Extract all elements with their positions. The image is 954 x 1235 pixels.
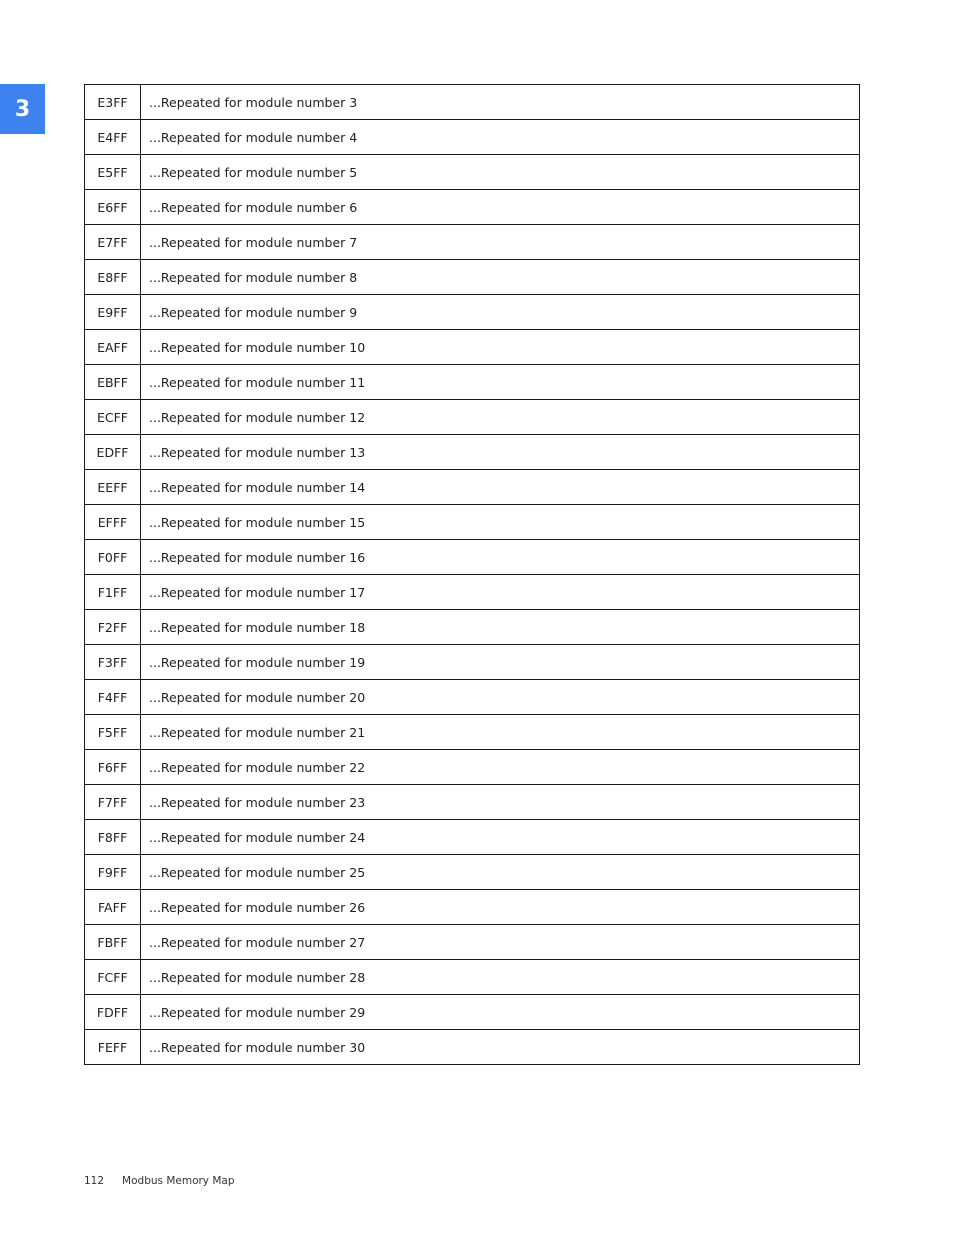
- table-row: [85, 470, 860, 505]
- table-row: [85, 435, 860, 470]
- table-row: [85, 750, 860, 785]
- memory-map-table-body: [85, 85, 860, 1065]
- chapter-tab: [0, 84, 45, 134]
- chapter-number: 3: [14, 96, 31, 122]
- section-title: Modbus Memory Map: [122, 1175, 235, 1187]
- page-number: 112: [84, 1175, 105, 1187]
- table-row: [85, 295, 860, 330]
- description-cell: ...Repeated for module number 6: [141, 190, 860, 225]
- memory-map-table: [84, 84, 860, 1065]
- address-cell: F2FF: [85, 610, 141, 645]
- description-cell: ...Repeated for module number 14: [141, 470, 860, 505]
- description-cell: ...Repeated for module number 15: [141, 505, 860, 540]
- address-cell: E9FF: [85, 295, 141, 330]
- address-cell: EFFF: [85, 505, 141, 540]
- address-cell: F4FF: [85, 680, 141, 715]
- description-cell: ...Repeated for module number 20: [141, 680, 860, 715]
- description-cell: ...Repeated for module number 16: [141, 540, 860, 575]
- table-row: [85, 225, 860, 260]
- page-footer: [84, 1175, 235, 1187]
- address-cell: EDFF: [85, 435, 141, 470]
- description-cell: ...Repeated for module number 3: [141, 85, 860, 120]
- table-row: [85, 505, 860, 540]
- description-cell: ...Repeated for module number 18: [141, 610, 860, 645]
- table-row: [85, 785, 860, 820]
- description-cell: ...Repeated for module number 19: [141, 645, 860, 680]
- address-cell: FDFF: [85, 995, 141, 1030]
- description-cell: ...Repeated for module number 25: [141, 855, 860, 890]
- description-cell: ...Repeated for module number 10: [141, 330, 860, 365]
- table-row: [85, 365, 860, 400]
- table-row: [85, 155, 860, 190]
- table-row: [85, 715, 860, 750]
- description-cell: ...Repeated for module number 7: [141, 225, 860, 260]
- table-row: [85, 960, 860, 995]
- address-cell: E4FF: [85, 120, 141, 155]
- description-cell: ...Repeated for module number 8: [141, 260, 860, 295]
- table-row: [85, 855, 860, 890]
- address-cell: F5FF: [85, 715, 141, 750]
- table-row: [85, 85, 860, 120]
- table-row: [85, 645, 860, 680]
- description-cell: ...Repeated for module number 4: [141, 120, 860, 155]
- address-cell: EAFF: [85, 330, 141, 365]
- address-cell: F7FF: [85, 785, 141, 820]
- address-cell: FBFF: [85, 925, 141, 960]
- table-row: [85, 820, 860, 855]
- table-row: [85, 680, 860, 715]
- table-row: [85, 190, 860, 225]
- table-row: [85, 925, 860, 960]
- address-cell: E8FF: [85, 260, 141, 295]
- table-row: [85, 400, 860, 435]
- description-cell: ...Repeated for module number 9: [141, 295, 860, 330]
- address-cell: F3FF: [85, 645, 141, 680]
- address-cell: E7FF: [85, 225, 141, 260]
- address-cell: EBFF: [85, 365, 141, 400]
- table-row: [85, 890, 860, 925]
- table-row: [85, 575, 860, 610]
- address-cell: EEFF: [85, 470, 141, 505]
- description-cell: ...Repeated for module number 17: [141, 575, 860, 610]
- description-cell: ...Repeated for module number 24: [141, 820, 860, 855]
- description-cell: ...Repeated for module number 29: [141, 995, 860, 1030]
- address-cell: FAFF: [85, 890, 141, 925]
- address-cell: FCFF: [85, 960, 141, 995]
- table-row: [85, 610, 860, 645]
- description-cell: ...Repeated for module number 30: [141, 1030, 860, 1065]
- table-row: [85, 120, 860, 155]
- table-row: [85, 330, 860, 365]
- address-cell: F8FF: [85, 820, 141, 855]
- table-row: [85, 260, 860, 295]
- description-cell: ...Repeated for module number 21: [141, 715, 860, 750]
- address-cell: F1FF: [85, 575, 141, 610]
- description-cell: ...Repeated for module number 23: [141, 785, 860, 820]
- address-cell: F0FF: [85, 540, 141, 575]
- description-cell: ...Repeated for module number 5: [141, 155, 860, 190]
- address-cell: E6FF: [85, 190, 141, 225]
- table-row: [85, 995, 860, 1030]
- table-row: [85, 1030, 860, 1065]
- description-cell: ...Repeated for module number 12: [141, 400, 860, 435]
- address-cell: E5FF: [85, 155, 141, 190]
- description-cell: ...Repeated for module number 11: [141, 365, 860, 400]
- description-cell: ...Repeated for module number 27: [141, 925, 860, 960]
- address-cell: F6FF: [85, 750, 141, 785]
- address-cell: F9FF: [85, 855, 141, 890]
- description-cell: ...Repeated for module number 28: [141, 960, 860, 995]
- table-row: [85, 540, 860, 575]
- address-cell: ECFF: [85, 400, 141, 435]
- address-cell: FEFF: [85, 1030, 141, 1065]
- description-cell: ...Repeated for module number 13: [141, 435, 860, 470]
- description-cell: ...Repeated for module number 22: [141, 750, 860, 785]
- address-cell: E3FF: [85, 85, 141, 120]
- description-cell: ...Repeated for module number 26: [141, 890, 860, 925]
